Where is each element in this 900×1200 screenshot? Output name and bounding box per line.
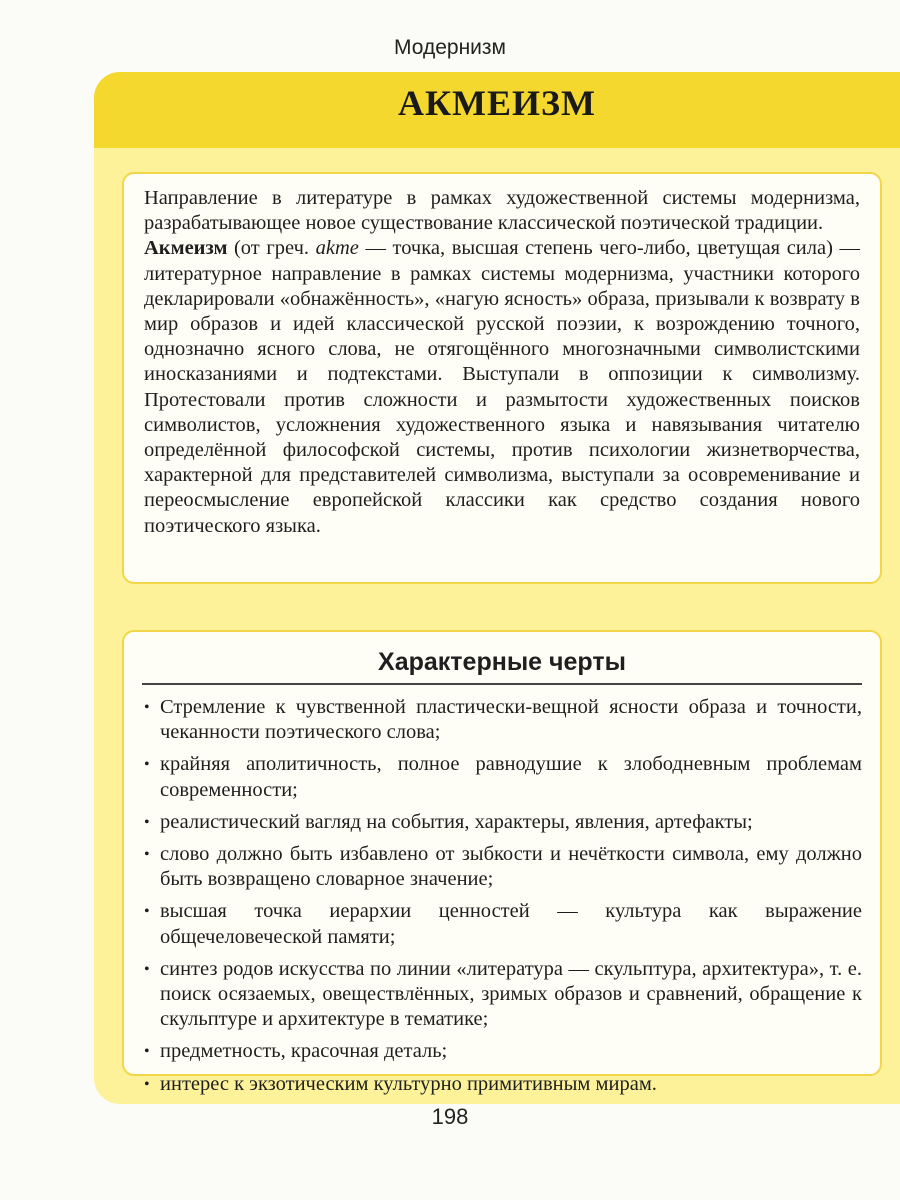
feature-item (142, 1072, 862, 1097)
feature-text: реалистический вагляд на события, характеры, явления, артефакты; (160, 810, 753, 833)
bullet-icon: • (144, 903, 150, 921)
features-box (122, 630, 882, 1095)
bullet-icon: • (144, 846, 150, 864)
definition-body: — точка, высшая степень чего-либо, цветущая сила) — литературное направление в рамках системы модернизма, участники которого декларировали «обнажённость», «нагую ясность» образа, призывали к возврату в мир образов и идей классической русской поэзии, к возрождению точного, однозначно ясного слова, не отягощённого многозначными символистскими иносказаниями и подтекстами. Выступали в оппозиции к символизму. Протестовали против сложности и размытости художественных поисков символистов, усложнения художественного языка и навязывания читателю определённой философской системы, против психологии жизнетворчества, характерной для представителей символизма, выступали за осовременивание и переосмысление европейской классики как средство создания нового поэтического языка. (144, 237, 860, 537)
definition-intro: Направление в литературе в рамках художественной системы модернизма, разрабатывающее новое существование классической поэтической традиции. (144, 187, 860, 235)
bullet-icon: • (144, 1043, 150, 1061)
feature-text: синтез родов искусства по линии «литература — скульптура, архитектура», т. е. поиск осязаемых, овеществлённых, зримых образов и сравнений, обращение к скульптуре и архитектуре в тематике; (160, 957, 862, 1031)
page-number: 198 (431, 1104, 469, 1129)
features-title: Характерные черты (378, 648, 626, 676)
feature-text: слово должно быть избавлено от зыбкости и нечёткости символа, ему должно быть возвращено словарное значение; (160, 843, 862, 891)
definition-term: Акмеизм (144, 237, 228, 260)
feature-text: высшая точка иерархии ценностей — культура как выражение общечеловеческой памяти; (160, 900, 862, 948)
feature-item (142, 695, 862, 745)
feature-text: крайняя аполитичность, полное равнодушие к злободневным проблемам современности; (160, 753, 862, 801)
definition-box (122, 172, 882, 584)
feature-text: интерес к экзотическим культурно примитивным мирам. (160, 1072, 657, 1095)
feature-item (142, 810, 862, 835)
feature-item (142, 899, 862, 949)
definition-etym-word: akme (315, 237, 359, 260)
bullet-icon: • (144, 1075, 150, 1093)
definition-paragraph (144, 236, 860, 538)
feature-item (142, 957, 862, 1033)
bullet-icon: • (144, 699, 150, 716)
feature-item (142, 752, 862, 802)
definition-etym-open: (от греч. (227, 237, 316, 260)
feature-text: предметность, красочная деталь; (160, 1040, 448, 1063)
features-divider (142, 683, 862, 685)
bullet-icon: • (144, 813, 150, 831)
feature-text: Стремление к чувственной пластически-вещной ясности образа и точности, чеканности поэтического слова; (160, 696, 862, 744)
features-list (142, 695, 862, 1097)
running-head: Модернизм (394, 36, 506, 59)
feature-item (142, 842, 862, 892)
feature-item (142, 1039, 862, 1064)
bullet-icon: • (144, 960, 150, 978)
page-title: АКМЕИЗМ (397, 83, 597, 123)
bullet-icon: • (144, 756, 150, 774)
